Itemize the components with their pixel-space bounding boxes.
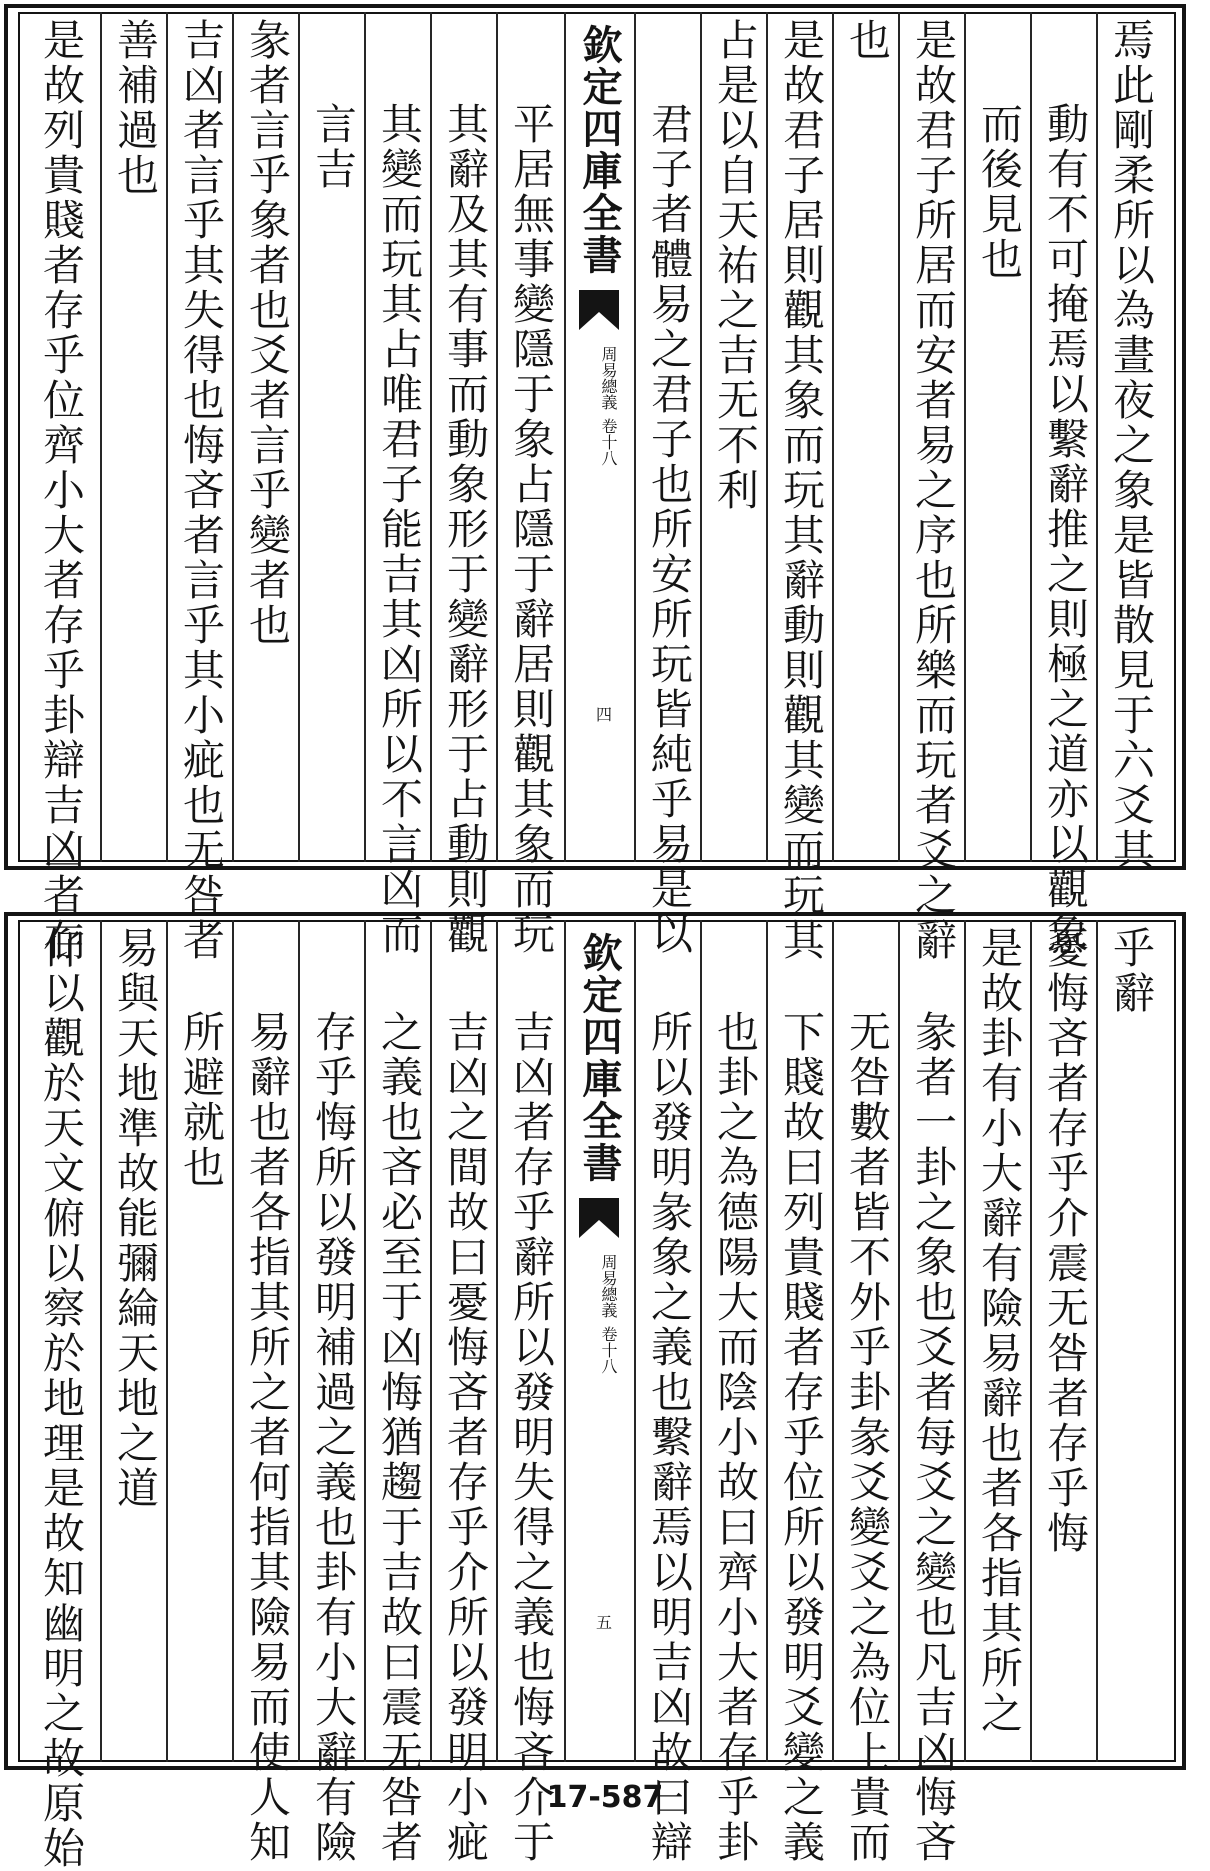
text-column (102, 18, 168, 198)
text-line: 所以發明彖象之義也繫辭焉以明吉凶故曰辯 (645, 1010, 694, 1865)
text-column (900, 1010, 966, 1865)
text-column (834, 18, 900, 63)
text-column (768, 18, 834, 963)
text-line: 其辭及其有事而動象形于變辭形于占動則觀 (441, 102, 490, 957)
page-number: 17-587 (546, 1780, 664, 1815)
text-line: 吉凶者言乎其失得也悔吝者言乎其小疵也无咎者 (177, 18, 226, 963)
text-column (498, 1010, 564, 1865)
text-column (366, 1010, 432, 1865)
text-line: 易與天地準故能彌綸天地之道 (111, 926, 160, 1511)
leaf-number: 五 (596, 1613, 613, 1632)
text-line: 乎辭 (1107, 926, 1156, 1016)
text-line: 而後見也 (975, 102, 1024, 282)
fish-tail-ornament-icon (579, 1198, 619, 1238)
text-line: 是故卦有小大辭有險易辭也者各指其所之 (975, 926, 1024, 1736)
text-line: 善補過也 (111, 18, 160, 198)
column-rule (564, 12, 566, 862)
text-column (498, 102, 564, 957)
text-column (234, 18, 300, 648)
text-column (834, 1010, 900, 1865)
text-line: 是故列貴賤者存乎位齊小大者存乎卦辯吉凶者存 (37, 18, 86, 963)
text-column (768, 1010, 834, 1865)
text-line: 言吉 (309, 102, 358, 192)
text-column (28, 18, 94, 963)
text-column (432, 102, 498, 957)
text-line: 吉凶之間故曰憂悔吝者存乎介所以發明小疵 (441, 1010, 490, 1865)
text-line: 彖者言乎象者也爻者言乎變者也 (243, 18, 292, 648)
text-column (1032, 926, 1098, 1556)
text-line: 也卦之為德陽大而陰小故曰齊小大者存乎卦 (711, 1010, 760, 1865)
collection-header: 欽定四庫全書 (576, 24, 623, 276)
column-rule (634, 12, 636, 862)
text-column (702, 1010, 768, 1865)
text-line: 仰以觀於天文俯以察於地理是故知幽明之故原始 (37, 926, 86, 1871)
text-column (28, 926, 94, 1871)
column-rule (898, 12, 900, 862)
text-line: 占是以自天祐之吉无不利 (711, 18, 760, 513)
text-column (102, 926, 168, 1511)
text-column (636, 1010, 702, 1865)
column-rule (100, 920, 102, 1762)
fold-column (566, 920, 632, 1762)
text-line: 下賤故曰列貴賤者存乎位所以發明爻變之義 (777, 1010, 826, 1865)
text-column (234, 1010, 300, 1865)
text-line: 其變而玩其占唯君子能吉其凶所以不言凶而 (375, 102, 424, 957)
text-line: 所避就也 (177, 1010, 226, 1190)
text-column (636, 102, 702, 957)
leaf-number: 四 (596, 705, 613, 724)
text-column (966, 102, 1032, 282)
text-column (432, 1010, 498, 1865)
column-rule (100, 12, 102, 862)
fold-column (566, 12, 632, 862)
text-line: 之義也吝必至于凶悔猶趨于吉故曰震无咎者 (375, 1010, 424, 1865)
fish-tail-ornament-icon (579, 290, 619, 330)
text-column (900, 18, 966, 963)
text-column (1098, 926, 1164, 1016)
text-column (300, 102, 366, 192)
book-title: 周易總義 (599, 346, 618, 410)
text-line: 平居無事變隱于象占隱于辭居則觀其象而玩 (507, 102, 556, 957)
book-title: 周易總義 (599, 1254, 618, 1318)
text-column (702, 18, 768, 513)
text-line: 存乎悔所以發明補過之義也卦有小大辭有險 (309, 1010, 358, 1865)
text-line: 也 (843, 18, 892, 63)
text-line: 是故君子所居而安者易之序也所樂而玩者爻之辭 (909, 18, 958, 963)
text-line: 彖者一卦之象也爻者每爻之變也凡吉凶悔吝 (909, 1010, 958, 1865)
text-line: 憂悔吝者存乎介震无咎者存乎悔 (1041, 926, 1090, 1556)
text-column (1098, 18, 1164, 873)
text-line: 无咎數者皆不外乎卦彖爻變爻之為位上貴而 (843, 1010, 892, 1865)
text-column (366, 102, 432, 957)
text-column (168, 1010, 234, 1190)
volume-label: 卷十八 (599, 1326, 618, 1374)
text-column (966, 926, 1032, 1736)
text-line: 焉此剛柔所以為晝夜之象是皆散見于六爻其 (1107, 18, 1156, 873)
column-rule (634, 920, 636, 1762)
column-rule (564, 920, 566, 1762)
text-line: 是故君子居則觀其象而玩其辭動則觀其變而玩其 (777, 18, 826, 963)
text-column (300, 1010, 366, 1865)
collection-header: 欽定四庫全書 (576, 932, 623, 1184)
text-line: 動有不可掩焉以繫辭推之則極之道亦以觀象 (1041, 102, 1090, 957)
text-line: 君子者體易之君子也所安所玩皆純乎易是以 (645, 102, 694, 957)
text-line: 吉凶者存乎辭所以發明失得之義也悔吝介于 (507, 1010, 556, 1865)
text-line: 易辭也者各指其所之者何指其險易而使人知 (243, 1010, 292, 1865)
text-column (168, 18, 234, 963)
top-panel (4, 4, 1186, 963)
text-column (1032, 102, 1098, 957)
volume-label: 卷十八 (599, 418, 618, 466)
